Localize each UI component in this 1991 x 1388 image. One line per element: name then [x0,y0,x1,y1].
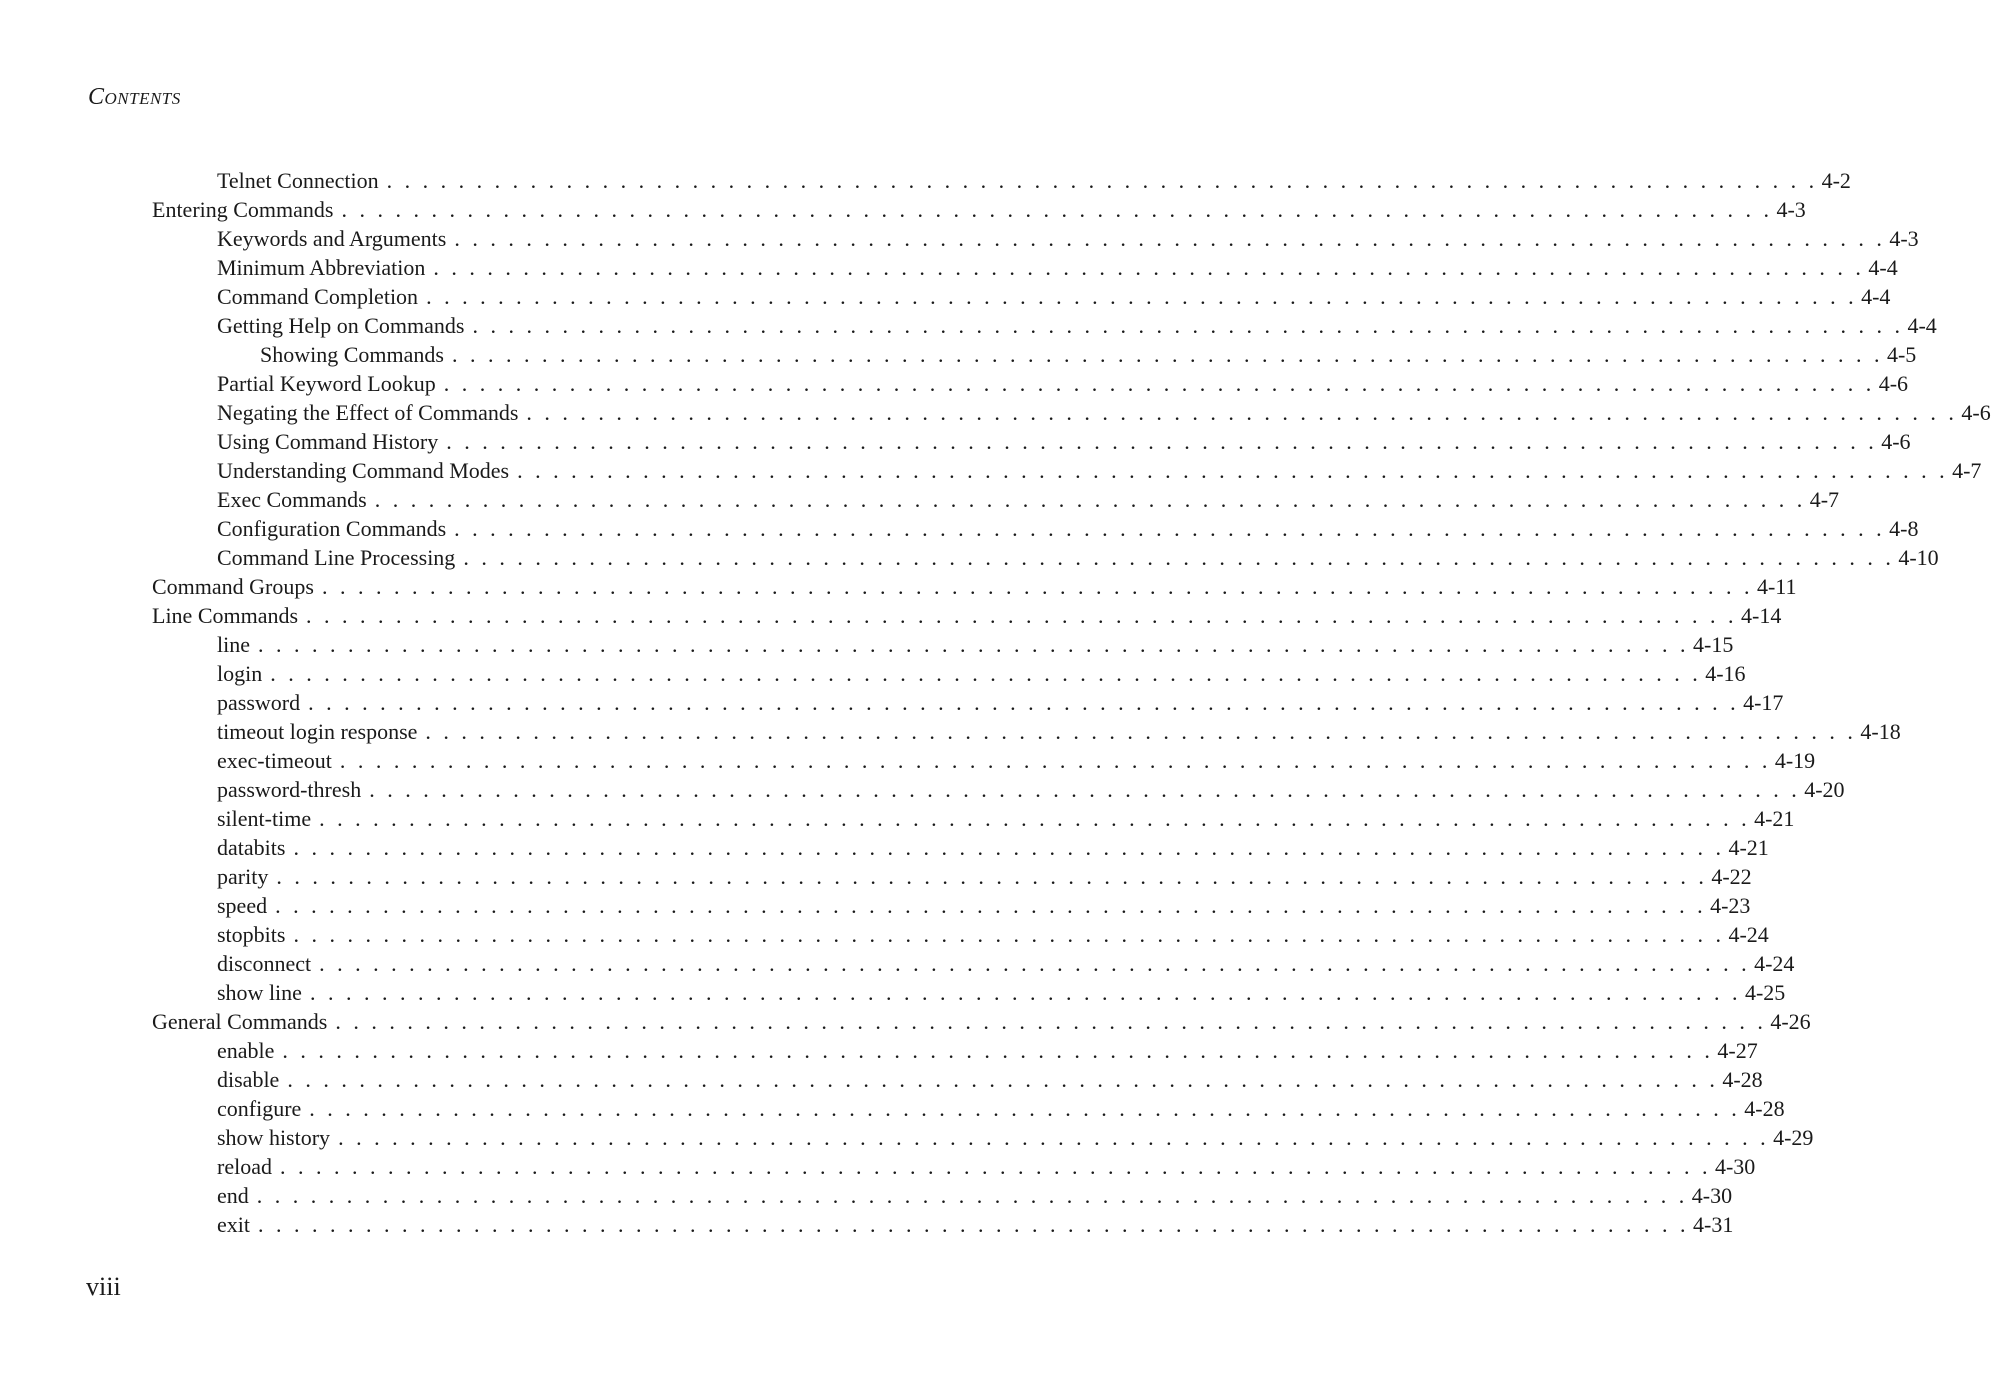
dot-leader: . . . . . . . . . . . . . . . . . . . . . . . . . . . . . . . . . . . . . . . . . . . . . . . . . . . . . . . . . . . . . . . . . . . . . . . . . . . . . . . . [433,255,1865,280]
running-header-smallcaps: ONTENTS [104,89,181,108]
toc-entry[interactable] [152,572,1797,601]
toc-entry-page: 4-20 [1804,777,1845,802]
toc-entry-title: Getting Help on Commands [217,313,465,338]
toc-entry[interactable] [260,340,1917,369]
toc-entry-page: 4-24 [1728,922,1769,947]
dot-leader: . . . . . . . . . . . . . . . . . . . . . . . . . . . . . . . . . . . . . . . . . . . . . . . . . . . . . . . . . . . . . . . . . . . . . . . . . . . . . . . . [463,545,1895,570]
dot-leader: . . . . . . . . . . . . . . . . . . . . . . . . . . . . . . . . . . . . . . . . . . . . . . . . . . . . . . . . . . . . . . . . . . . . . . . . . . . . . . . . [321,574,1753,599]
toc-entry-page: 4-7 [1809,487,1840,512]
toc-entry[interactable] [217,630,1734,659]
toc-entry-page: 4-22 [1711,864,1752,889]
toc-entry-title: show line [217,980,302,1005]
dot-leader: . . . . . . . . . . . . . . . . . . . . . . . . . . . . . . . . . . . . . . . . . . . . . . . . . . . . . . . . . . . . . . . . . . . . . . . . . . . . . . . . [309,980,1741,1005]
toc-entry[interactable] [217,862,1752,891]
toc-entry[interactable] [217,369,1909,398]
toc-entry-title: silent-time [217,806,312,831]
toc-entry-title: Line Commands [152,603,299,628]
dot-leader: . . . . . . . . . . . . . . . . . . . . . . . . . . . . . . . . . . . . . . . . . . . . . . . . . . . . . . . . . . . . . . . . . . . . . . . . . . . . . . . . [472,313,1904,338]
toc-entry[interactable] [217,1065,1763,1094]
toc-entry[interactable] [217,717,1901,746]
toc-entry-page: 4-4 [1868,255,1898,280]
toc-entry-title: disconnect [217,951,312,976]
toc-entry[interactable] [152,195,1806,224]
toc-entry-page: 4-21 [1754,806,1795,831]
toc-entry-page: 4-26 [1770,1009,1811,1034]
toc-entry-page: 4-28 [1722,1067,1763,1092]
toc-entry-title: Entering Commands [152,197,334,222]
toc-entry-page: 4-28 [1744,1096,1785,1121]
toc-entry[interactable] [217,282,1891,311]
toc-entry-page: 4-7 [1952,458,1982,483]
dot-leader: . . . . . . . . . . . . . . . . . . . . . . . . . . . . . . . . . . . . . . . . . . . . . . . . . . . . . . . . . . . . . . . . . . . . . . . . . . . . . . . . [308,690,1740,715]
dot-leader: . . . . . . . . . . . . . . . . . . . . . . . . . . . . . . . . . . . . . . . . . . . . . . . . . . . . . . . . . . . . . . . . . . . . . . . . . . . . . . . . [335,1009,1767,1034]
toc-entry-title: enable [217,1038,275,1063]
toc-entry-page: 4-16 [1705,661,1746,686]
dot-leader: . . . . . . . . . . . . . . . . . . . . . . . . . . . . . . . . . . . . . . . . . . . . . . . . . . . . . . . . . . . . . . . . . . . . . . . . . . . . . . . . [258,632,1689,657]
page-number: viii [86,1272,121,1301]
dot-leader: . . . . . . . . . . . . . . . . . . . . . . . . . . . . . . . . . . . . . . . . . . . . . . . . . . . . . . . . . . . . . . . . . . . . . . . . . . . . . . . . [287,1067,1719,1092]
dot-leader: . . . . . . . . . . . . . . . . . . . . . . . . . . . . . . . . . . . . . . . . . . . . . . . . . . . . . . . . . . . . . . . . . . . . . . . . . . . . . . . . [293,835,1725,860]
toc-entry[interactable] [152,601,1782,630]
toc-entry-page: 4-6 [1881,429,1911,454]
dot-leader: . . . . . . . . . . . . . . . . . . . . . . . . . . . . . . . . . . . . . . . . . . . . . . . . . . . . . . . . . . . . . . . . . . . . . . . . . . . . . . . . [256,1183,1688,1208]
dot-leader: . . . . . . . . . . . . . . . . . . . . . . . . . . . . . . . . . . . . . . . . . . . . . . . . . . . . . . . . . . . . . . . . . . . . . . . . . . . . . . . . [454,516,1886,541]
toc-entry-page: 4-4 [1907,313,1937,338]
toc-entry-title: Showing Commands [260,342,444,367]
toc-entry[interactable] [217,311,1937,340]
toc-entry[interactable] [217,833,1769,862]
toc-entry-page: 4-18 [1860,719,1901,744]
toc-entry[interactable] [217,485,1840,514]
toc-entry-title: line [217,632,250,657]
toc-entry-page: 4-23 [1710,893,1751,918]
toc-entry-page: 4-4 [1861,284,1891,309]
toc-entry-page: 4-5 [1886,342,1917,367]
toc-entry[interactable] [217,166,1851,195]
toc-entry[interactable] [217,891,1751,920]
toc-entry-title: configure [217,1096,302,1121]
toc-entry[interactable] [152,1007,1811,1036]
dot-leader: . . . . . . . . . . . . . . . . . . . . . . . . . . . . . . . . . . . . . . . . . . . . . . . . . . . . . . . . . . . . . . . . . . . . . . . . . . . . . . . . [425,719,1857,744]
running-header-initial: C [88,84,105,110]
dot-leader: . . . . . . . . . . . . . . . . . . . . . . . . . . . . . . . . . . . . . . . . . . . . . . . . . . . . . . . . . . . . . . . . . . . . . . . . . . . . . . . . [451,342,1883,367]
toc-entry-page: 4-3 [1889,226,1919,251]
toc-entry-page: 4-25 [1744,980,1786,1005]
toc-entry[interactable] [217,543,1939,572]
toc-entry[interactable] [217,1036,1758,1065]
toc-entry-title: end [217,1183,249,1208]
toc-entry-title: Using Command History [217,429,439,454]
toc-entry-title: Negating the Effect of Commands [217,400,519,425]
dot-leader: . . . . . . . . . . . . . . . . . . . . . . . . . . . . . . . . . . . . . . . . . . . . . . . . . . . . . . . . . . . . . . . . . . . . . . . . . . . . . . . . [306,603,1738,628]
toc-entry-title: exit [217,1212,250,1237]
dot-leader: . . . . . . . . . . . . . . . . . . . . . . . . . . . . . . . . . . . . . . . . . . . . . . . . . . . . . . . . . . . . . . . . . . . . . . . . . . . . . . . . [369,777,1801,802]
toc-entry-page: 4-3 [1776,197,1806,222]
dot-leader: . . . . . . . . . . . . . . . . . . . . . . . . . . . . . . . . . . . . . . . . . . . . . . . . . . . . . . . . . . . . . . . . . . . . . . . . . . . . . . . . [275,893,1707,918]
toc-entry[interactable] [217,224,1919,253]
toc-entry[interactable] [217,775,1845,804]
toc-entry-page: 4-14 [1741,603,1782,628]
toc-entry-page: 4-21 [1728,835,1769,860]
toc-entry[interactable] [217,398,1991,427]
dot-leader: . . . . . . . . . . . . . . . . . . . . . . . . . . . . . . . . . . . . . . . . . . . . . . . . . . . . . . . . . . . . . . . . . . . . . . . . . . . . . . . . [293,922,1725,947]
toc-entry-page: 4-24 [1754,951,1795,976]
toc-entry[interactable] [217,1181,1733,1210]
toc-entry[interactable] [217,920,1769,949]
toc-entry-title: password [217,690,301,715]
dot-leader: . . . . . . . . . . . . . . . . . . . . . . . . . . . . . . . . . . . . . . . . . . . . . . . . . . . . . . . . . . . . . . . . . . . . . . . . . . . . . . . . [319,951,1751,976]
toc-entry-title: disable [217,1067,280,1092]
toc-entry-page: 4-8 [1889,516,1919,541]
dot-leader: . . . . . . . . . . . . . . . . . . . . . . . . . . . . . . . . . . . . . . . . . . . . . . . . . . . . . . . . . . . . . . . . . . . . . . . . . . . . . . . . [374,487,1806,512]
toc-entry-title: Partial Keyword Lookup [217,371,436,396]
toc-entry-page: 4-15 [1693,632,1734,657]
toc-entry-title: login [217,661,263,686]
dot-leader: . . . . . . . . . . . . . . . . . . . . . . . . . . . . . . . . . . . . . . . . . . . . . . . . . . . . . . . . . . . . . . . . . . . . . . . . . . . . . . . . [526,400,1958,425]
dot-leader: . . . . . . . . . . . . . . . . . . . . . . . . . . . . . . . . . . . . . . . . . . . . . . . . . . . . . . . . . . . . . . . . . . . . . . . . . . . . . . . . [446,429,1878,454]
toc-entry-title: Command Completion [217,284,419,309]
toc-entry-title: show history [217,1125,331,1150]
dot-leader: . . . . . . . . . . . . . . . . . . . . . . . . . . . . . . . . . . . . . . . . . . . . . . . . . . . . . . . . . . . . . . . . . . . . . . . . . . . . . . . . [309,1096,1741,1121]
dot-leader: . . . . . . . . . . . . . . . . . . . . . . . . . . . . . . . . . . . . . . . . . . . . . . . . . . . . . . . . . . . . . . . . . . . . . . . . . . . . . . . . [319,806,1751,831]
toc-entry-title: Command Groups [152,574,314,599]
dot-leader: . . . . . . . . . . . . . . . . . . . . . . . . . . . . . . . . . . . . . . . . . . . . . . . . . . . . . . . . . . . . . . . . . . . . . . . . . . . . . . . . [276,864,1708,889]
toc-entry-title: Keywords and Arguments [217,226,447,251]
dot-leader: . . . . . . . . . . . . . . . . . . . . . . . . . . . . . . . . . . . . . . . . . . . . . . . . . . . . . . . . . . . . . . . . . . . . . . . . . . . . . . . . [517,458,1949,483]
toc-entry[interactable] [217,514,1919,543]
toc-entry-page: 4-17 [1743,690,1784,715]
toc-entry[interactable] [217,456,1982,485]
toc-entry[interactable] [217,1094,1785,1123]
toc-entry-page: 4-10 [1898,545,1939,570]
toc-entry-page: 4-6 [1878,371,1909,396]
toc-entry-title: Telnet Connection [217,168,379,193]
dot-leader: . . . . . . . . . . . . . . . . . . . . . . . . . . . . . . . . . . . . . . . . . . . . . . . . . . . . . . . . . . . . . . . . . . . . . . . . . . . . . . . . [282,1038,1714,1063]
toc-entry[interactable] [217,746,1816,775]
toc-entry[interactable] [217,978,1786,1007]
toc-entry-page: 4-31 [1693,1212,1734,1237]
toc-entry-page: 4-30 [1691,1183,1733,1208]
toc-entry-title: databits [217,835,286,860]
dot-leader: . . . . . . . . . . . . . . . . . . . . . . . . . . . . . . . . . . . . . . . . . . . . . . . . . . . . . . . . . . . . . . . . . . . . . . . . . . . . . . . . [339,748,1771,773]
toc-entry-title: speed [217,893,268,918]
toc-entry[interactable] [217,659,1746,688]
dot-leader: . . . . . . . . . . . . . . . . . . . . . . . . . . . . . . . . . . . . . . . . . . . . . . . . . . . . . . . . . . . . . . . . . . . . . . . . . . . . . . . . [279,1154,1711,1179]
dot-leader: . . . . . . . . . . . . . . . . . . . . . . . . . . . . . . . . . . . . . . . . . . . . . . . . . . . . . . . . . . . . . . . . . . . . . . . . . . . . . . . . [386,168,1818,193]
toc-entry-title: Understanding Command Modes [217,458,510,483]
toc-entry-page: 4-11 [1756,574,1797,599]
dot-leader: . . . . . . . . . . . . . . . . . . . . . . . . . . . . . . . . . . . . . . . . . . . . . . . . . . . . . . . . . . . . . . . . . . . . . . . . . . . . . . . . [454,226,1886,251]
toc-entry[interactable] [217,1123,1814,1152]
running-header [88,84,181,111]
dot-leader: . . . . . . . . . . . . . . . . . . . . . . . . . . . . . . . . . . . . . . . . . . . . . . . . . . . . . . . . . . . . . . . . . . . . . . . . . . . . . . . . [443,371,1875,396]
toc-entry[interactable] [217,1210,1734,1239]
toc-entry-title: Command Line Processing [217,545,456,570]
toc-entry[interactable] [217,949,1795,978]
toc-entry-title: Minimum Abbreviation [217,255,426,280]
toc-entry-title: parity [217,864,269,889]
toc-entry-title: Exec Commands [217,487,367,512]
toc-entry-title: timeout login response [217,719,418,744]
toc-entry-title: General Commands [152,1009,328,1034]
toc-entry[interactable] [217,688,1784,717]
toc-entry-title: stopbits [217,922,286,947]
toc-entry-title: password-thresh [217,777,362,802]
dot-leader: . . . . . . . . . . . . . . . . . . . . . . . . . . . . . . . . . . . . . . . . . . . . . . . . . . . . . . . . . . . . . . . . . . . . . . . . . . . . . . . . [270,661,1702,686]
toc-entry[interactable] [217,1152,1756,1181]
toc-entry[interactable] [217,253,1898,282]
toc-entry-title: Configuration Commands [217,516,447,541]
toc-entry-page: 4-27 [1717,1038,1758,1063]
toc-entry-page: 4-29 [1773,1125,1814,1150]
toc-entry-page: 4-2 [1821,168,1851,193]
toc-entry-title: reload [217,1154,272,1179]
dot-leader: . . . . . . . . . . . . . . . . . . . . . . . . . . . . . . . . . . . . . . . . . . . . . . . . . . . . . . . . . . . . . . . . . . . . . . . . . . . . . . . . [258,1212,1689,1237]
toc-entry-page: 4-30 [1714,1154,1756,1179]
dot-leader: . . . . . . . . . . . . . . . . . . . . . . . . . . . . . . . . . . . . . . . . . . . . . . . . . . . . . . . . . . . . . . . . . . . . . . . . . . . . . . . . [426,284,1858,309]
toc-entry[interactable] [217,427,1911,456]
dot-leader: . . . . . . . . . . . . . . . . . . . . . . . . . . . . . . . . . . . . . . . . . . . . . . . . . . . . . . . . . . . . . . . . . . . . . . . . . . . . . . . . [341,197,1773,222]
dot-leader: . . . . . . . . . . . . . . . . . . . . . . . . . . . . . . . . . . . . . . . . . . . . . . . . . . . . . . . . . . . . . . . . . . . . . . . . . . . . . . . . [338,1125,1770,1150]
toc-entry-page: 4-19 [1774,748,1816,773]
toc-entry-page: 4-6 [1961,400,1991,425]
toc-entry-title: exec-timeout [217,748,332,773]
toc-entry[interactable] [217,804,1795,833]
